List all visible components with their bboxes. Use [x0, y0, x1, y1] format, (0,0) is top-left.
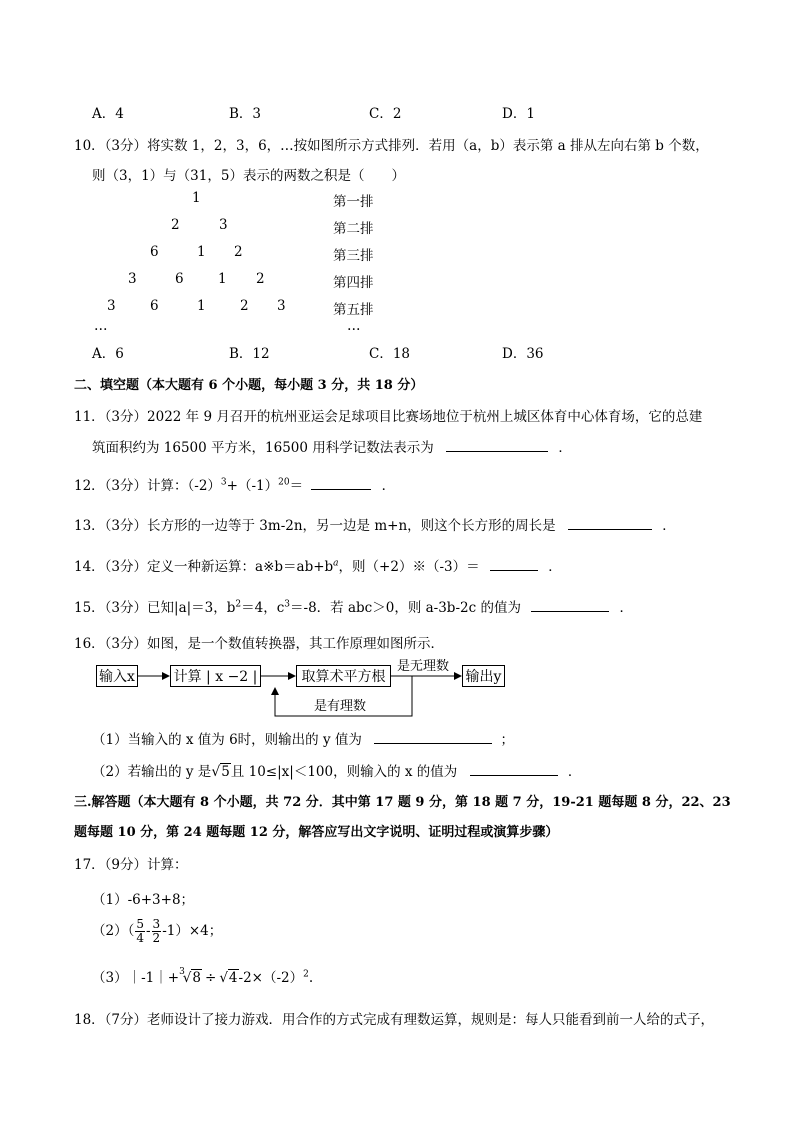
fraction-denominator: 4: [136, 931, 144, 945]
flow-box-input: 输入x: [96, 665, 138, 687]
q16-sub2-blank[interactable]: [470, 763, 558, 776]
row5-num: 1: [197, 298, 206, 314]
q10-option-a: A．6: [92, 346, 124, 362]
q10-option-b: B．12: [229, 346, 270, 362]
row4-num: 6: [175, 271, 184, 287]
row3-num: 1: [197, 244, 206, 260]
q17-part1: （1）-6+3+8；: [92, 892, 195, 908]
q14-exp: a: [333, 558, 339, 569]
q12-eq: ＝: [289, 478, 304, 494]
fraction-5-4: [135, 918, 145, 945]
q18-line1: 18．（7分）老师设计了接力游戏．用合作的方式完成有理数运算，规则是：每人只能看到前一人给的式子，: [74, 1012, 715, 1028]
fraction-numerator: 5: [136, 917, 144, 931]
section-fill-in-heading: 二、填空题（本大题有 6 个小题，每小题 3 分，共 18 分）: [74, 378, 424, 393]
q12-exp2: 20: [278, 477, 290, 488]
fraction-numerator: 3: [152, 917, 161, 931]
q15-exp2: 3: [284, 599, 291, 610]
q16-sub2-end: ．: [567, 764, 582, 780]
q16-sub1-blank[interactable]: [374, 731, 492, 744]
q13-text: 13．（3分）长方形的一边等于 3m-2n，另一边是 m+n，则这个长方形的周长是: [74, 518, 556, 534]
q17-part3-a: （3）｜-1｜+: [92, 970, 180, 986]
row2-num: 2: [171, 217, 180, 233]
q16-sub2-text-b: 且 10≤|x|＜100，则输入的 x 的值为: [230, 764, 458, 780]
q16-sub1: [92, 728, 514, 748]
q17-part3-c: -2×（-2）: [238, 970, 304, 986]
q15-end: ．: [619, 600, 634, 616]
q9-option-b: B．3: [229, 106, 262, 122]
q12-end: ．: [381, 478, 396, 494]
fraction-denominator: 2: [152, 931, 161, 945]
q17-part2: [92, 918, 222, 945]
q11-line2-text: 筑面积约为 16500 平方米，16500 用科学记数法表示为: [92, 440, 434, 456]
q12-prefix: 12．（3分）计算：（-2）: [74, 478, 221, 494]
square-root-radicand: 4: [228, 970, 238, 986]
root-symbol: √: [219, 970, 228, 986]
flow-box-output: 输出y: [462, 665, 505, 687]
q12-mid: +（-1）: [226, 478, 279, 494]
q16-sub1-text: （1）当输入的 x 值为 6时，则输出的 y 值为: [92, 732, 362, 748]
fraction-3-2: [152, 918, 162, 945]
q12-exp1: 3: [220, 477, 227, 488]
q16-sub1-end: ；: [500, 732, 514, 748]
q15-part2: ＝4，c: [241, 600, 285, 616]
q16-sub2: [92, 760, 581, 780]
minus-sign: -: [145, 923, 151, 939]
flow-box-calc: 计算 | x −2 |: [170, 665, 261, 687]
q16-sub2-text-a: （2）若输出的 y 是: [92, 764, 212, 780]
row4-num: 1: [218, 271, 227, 287]
row3-label: 第三排: [333, 248, 374, 264]
row5-num: 6: [150, 298, 159, 314]
q11-end: ．: [558, 440, 572, 456]
root-symbol: √: [182, 970, 192, 986]
q17-title: 17．（9分）计算：: [74, 857, 188, 873]
q11-line1: 11．（3分）2022 年 9 月召开的杭州亚运会足球项目比赛场地位于杭州上城区体育中心体育场，它的总建: [74, 409, 703, 425]
section-solve-heading-line1: 三.解答题（本大题有 8 个小题，共 72 分．其中第 17 题 9 分，第 18 题 7 分，19-21 题每题 8 分，22、23: [74, 795, 731, 810]
q17-part3: [92, 966, 313, 986]
flow-box-sqrt: 取算术平方根: [296, 665, 391, 687]
cube-root-radicand: 8: [192, 970, 201, 986]
q15-exp1: 2: [235, 599, 242, 610]
q9-option-d: D．1: [502, 106, 535, 122]
q9-option-c: C．2: [369, 106, 402, 122]
q16-title: 16．（3分）如图，是一个数值转换器，其工作原理如图所示．: [74, 636, 445, 652]
row2-num: 3: [219, 217, 228, 233]
q9-option-a: A．4: [92, 106, 124, 122]
q13-end: ．: [662, 518, 676, 534]
sqrt-symbol: √: [211, 764, 221, 780]
q14-end: ．: [548, 559, 562, 575]
row5-num: 3: [277, 298, 286, 314]
q15-part3: ＝-8．若 abc＞0，则 a-3b-2c 的值为: [290, 600, 521, 616]
row3-num: 6: [150, 244, 159, 260]
q10-option-d: D．36: [502, 346, 544, 362]
q10-stem-line1: 10．（3分）将实数 1，2，3，6，…按如图所示方式排列．若用（a，b）表示第 a 排从左向右第 b 个数，: [74, 138, 709, 154]
sqrt-radicand: 5: [221, 764, 230, 780]
divide-sign: ÷: [205, 970, 217, 986]
row5-num: 3: [107, 298, 116, 314]
cube-root-index: 3: [179, 966, 185, 977]
row4-num: 3: [128, 271, 137, 287]
q17-part3-exp: 2: [303, 969, 309, 980]
q10-option-c: C．18: [369, 346, 411, 362]
section-solve-heading-line2: 题每题 10 分，第 24 题每题 12 分，解答应写出文字说明、证明过程或演算步骤）: [74, 825, 559, 840]
q17-part2-prefix: （2）（: [92, 923, 135, 939]
row1-label: 第一排: [333, 194, 374, 210]
ellipsis-right: …: [347, 318, 361, 334]
row3-num: 2: [234, 244, 243, 260]
q15-part1: 15．（3分）已知|a|＝3，b: [74, 600, 236, 616]
row4-label: 第四排: [333, 275, 374, 291]
row5-num: 2: [240, 298, 249, 314]
row4-num: 2: [256, 271, 265, 287]
q14-prefix: 14．（3分）定义一种新运算：a※b＝ab+b: [74, 559, 334, 575]
ellipsis-left: …: [94, 318, 108, 334]
label-irrational: 是无理数: [397, 659, 450, 674]
q17-part2-suffix: -1）×4；: [162, 923, 223, 939]
q17-part3-end: .: [308, 970, 314, 986]
q14-suffix: ，则（+2）※（-3）＝: [338, 559, 480, 575]
row5-label: 第五排: [333, 302, 374, 318]
row1-num: 1: [192, 190, 201, 206]
row2-label: 第二排: [333, 221, 374, 237]
q10-stem-line2: 则（3，1）与（31，5）表示的两数之积是（ ）: [92, 168, 405, 184]
label-rational: 是有理数: [314, 699, 367, 714]
